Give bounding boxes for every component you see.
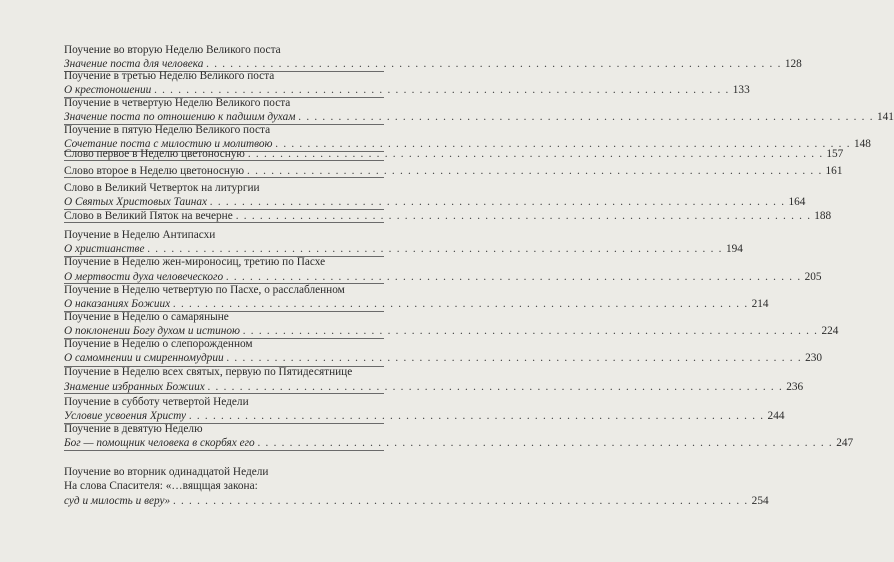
entry-divider (64, 160, 384, 161)
page-number: 230 (805, 352, 823, 364)
toc-entry-subtitle (64, 410, 785, 423)
page-number: 214 (751, 298, 769, 310)
toc-entry-title (64, 256, 384, 269)
toc-entry-subtitle (64, 243, 743, 256)
toc-entry-title (64, 70, 384, 83)
toc-entry-title (64, 466, 384, 479)
toc-entry-title (64, 229, 384, 242)
page-number: 205 (804, 271, 822, 283)
page-number: 161 (825, 165, 843, 177)
toc-entry-subtitle-text: На слова Спасителя: «…вящщая закона: (64, 480, 258, 492)
page-number: 133 (732, 84, 750, 96)
toc-entry-subtitle-text: Знамение избранных Божиих (64, 381, 205, 393)
toc-entry-title-text: Слово в Великий Четверток на литургии (64, 182, 260, 194)
toc-entry-title-text: Поучение в Неделю жен-мироносиц, третию по Пасхе (64, 256, 326, 268)
entry-divider (64, 177, 384, 178)
toc-entry-title (64, 97, 384, 110)
dot-leader (258, 437, 833, 450)
toc-entry-subtitle-text: Сочетание поста с милостию и молитвою (64, 138, 273, 150)
toc-entry-subtitle-text: Бог — помощник человека в скорбях его (64, 437, 255, 449)
toc-entry-title (64, 284, 384, 297)
toc-entry-title-text: Слово в Великий Пяток на вечерне (64, 210, 233, 222)
page-number: 141 (877, 111, 894, 123)
toc-entry-subtitle-text: О христианстве (64, 243, 145, 255)
toc-entry-title-text: Поучение во вторник одинадцатой Недели (64, 466, 269, 478)
entry-divider (64, 450, 384, 451)
toc-entry-subtitle-text: Значение поста для человека (64, 58, 204, 70)
toc-entry-title-text: Поучение в Неделю всех святых, первую по Пятидесятнице (64, 366, 353, 378)
toc-entry-subtitle (64, 495, 769, 508)
page-number: 188 (814, 210, 832, 222)
toc-entry-subtitle-text: О самомнении и смиренномудрии (64, 352, 224, 364)
toc-entry-subtitle-text: Значение поста по отношению к падшим духам (64, 111, 296, 123)
toc-entry-subtitle-text: О наказаниях Божиих (64, 298, 171, 310)
toc-entry-title (64, 311, 384, 324)
toc-entry-subtitle (64, 298, 769, 311)
toc-entry-subtitle (64, 325, 839, 338)
toc-entry-title-text: Слово второе в Неделю цветоносную (64, 165, 245, 177)
dot-leader (189, 410, 764, 423)
page-number: 236 (786, 381, 804, 393)
dot-leader (210, 196, 785, 209)
toc-entry-subtitle-text: О Святых Христовых Таинах (64, 196, 208, 208)
toc-entry-title-text: Поучение в Неделю о слепорожденном (64, 338, 253, 350)
page-number: 247 (836, 437, 854, 449)
toc-entry-subtitle (64, 437, 854, 450)
toc-entry-subtitle (64, 480, 384, 493)
toc-entry-title-text: Поучение в субботу четвертой Недели (64, 396, 249, 408)
entry-divider (64, 393, 384, 394)
dot-leader (227, 352, 802, 365)
toc-entry-title-text: Поучение во вторую Неделю Великого поста (64, 44, 281, 56)
toc-entry-subtitle-text: О крестоношении (64, 84, 152, 96)
toc-entry-title (64, 124, 384, 137)
toc-entry-subtitle-text: суд и милость и веру» (64, 495, 171, 507)
toc-entry-title-text: Поучение в Неделю четвертую по Пасхе, о расслабленном (64, 284, 345, 296)
page-number: 254 (751, 495, 769, 507)
toc-entry-subtitle (64, 196, 806, 209)
toc-entry-subtitle (64, 352, 823, 365)
page-number: 128 (784, 58, 802, 70)
toc-entry-subtitle-text: О мертвости духа человеческого (64, 271, 224, 283)
toc-entry-title-text: Поучение в Неделю Антипасхи (64, 229, 216, 241)
dot-leader (173, 495, 748, 508)
page-number: 224 (821, 325, 839, 337)
page-number: 244 (767, 410, 785, 422)
toc-entry-title-text: Поучение в четвертую Неделю Великого поста (64, 97, 291, 109)
toc-entry-title (64, 366, 384, 379)
toc-entry-subtitle (64, 84, 750, 97)
toc-entry-title (64, 423, 384, 436)
dot-leader (173, 298, 748, 311)
toc-entry-title (64, 44, 384, 57)
page-number: 194 (725, 243, 743, 255)
dot-leader (299, 111, 874, 124)
entry-divider (64, 222, 384, 223)
toc-entry-title-text: Поучение в пятую Неделю Великого поста (64, 124, 271, 136)
toc-entry-subtitle-text: О поклонении Богу духом и истиною (64, 325, 240, 337)
toc-entry-subtitle-text: Условие усвоения Христу (64, 410, 187, 422)
toc-entry-title (64, 182, 384, 195)
toc-entry-title-text: Поучение в Неделю о самаряныне (64, 311, 229, 323)
page-number: 148 (853, 138, 871, 150)
toc-entry-title-text: Поучение в третью Неделю Великого поста (64, 70, 275, 82)
toc-entry-title (64, 338, 384, 351)
page-number: 157 (826, 148, 844, 160)
dot-leader (154, 84, 729, 97)
page-number: 164 (788, 196, 806, 208)
dot-leader (147, 243, 722, 256)
toc-entry-title-text: Поучение в девятую Неделю (64, 423, 203, 435)
toc-entry-subtitle (64, 111, 894, 124)
toc-entry-title (64, 396, 384, 409)
dot-leader (243, 325, 818, 338)
toc-entry-title-text: Слово первое в Неделю цветоносную (64, 148, 245, 160)
